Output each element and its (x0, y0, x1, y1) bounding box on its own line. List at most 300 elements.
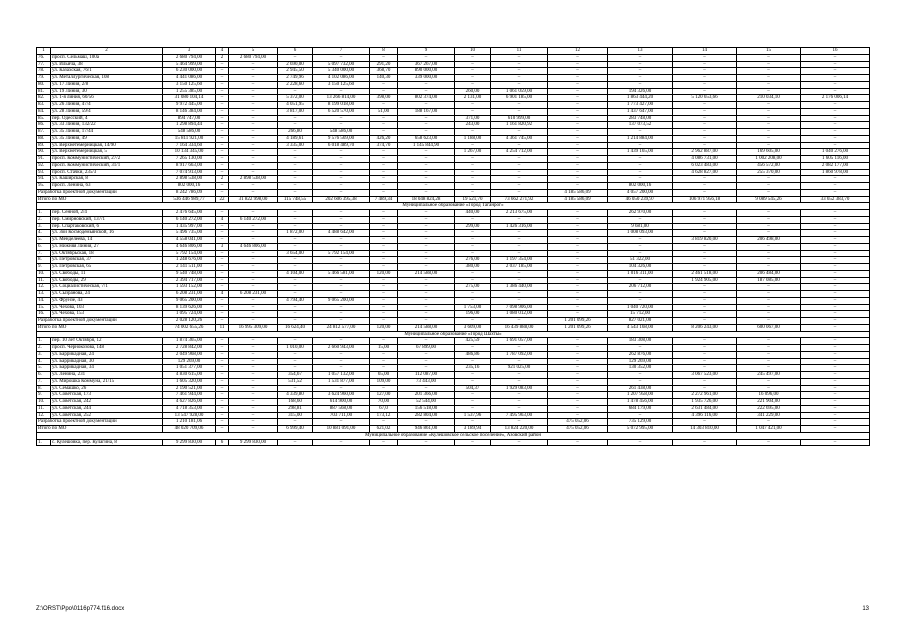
table-cell: – (801, 270, 870, 277)
table-cell: – (801, 250, 870, 257)
table-cell: – (370, 169, 398, 176)
table-cell: 8. (37, 257, 51, 264)
table-cell: – (673, 81, 737, 88)
table-cell: – (278, 115, 313, 122)
table-cell: 221 904,00 (737, 399, 801, 406)
table-cell: – (455, 237, 491, 244)
table-cell: – (801, 264, 870, 271)
table-cell: – (278, 419, 313, 426)
table-cell: 4 361 745,00 (491, 135, 548, 142)
table-cell: – (737, 345, 801, 352)
table-cell: 1 860 978,00 (801, 169, 870, 176)
table-cell: – (455, 54, 491, 61)
table-cell: 276,00 (455, 257, 491, 264)
table-cell: ул. Зои Космодемьянской, 16 (51, 230, 163, 237)
table-cell: – (398, 162, 455, 169)
table-cell: – (313, 210, 370, 217)
table-cell: 8 139 626,00 (163, 304, 216, 311)
table-cell: 1 298 894,44 (163, 122, 216, 129)
table-cell: – (216, 223, 229, 230)
table-cell: 3 150 125,60 (313, 81, 370, 88)
table-cell: – (398, 210, 455, 217)
table-cell: – (229, 162, 278, 169)
table-cell: – (801, 277, 870, 284)
table-cell: 3 819 820,00 (673, 237, 737, 244)
table-cell: – (801, 291, 870, 298)
table-cell: ул. Октябрьская, 18 (51, 250, 163, 257)
table-cell: 368,70 (370, 68, 398, 75)
table-cell: – (229, 102, 278, 109)
summary-row (37, 196, 870, 203)
table-cell: ул. 35 Линия, 49 (51, 135, 163, 142)
table-cell: 2 749,96 (278, 75, 313, 82)
table-cell: – (801, 284, 870, 291)
table-cell: – (491, 277, 548, 284)
table-row (37, 399, 870, 406)
table-cell: – (673, 223, 737, 230)
table-cell: ул. Свободы, 29 (51, 277, 163, 284)
table-cell: – (737, 129, 801, 136)
table-cell: – (216, 183, 229, 190)
table-cell: 194 326,00 (608, 88, 673, 95)
table-cell: – (455, 68, 491, 75)
table-cell: – (216, 257, 229, 264)
table-cell: – (229, 392, 278, 399)
header-cell: 3 (163, 48, 216, 55)
table-cell: – (801, 210, 870, 217)
table-cell: – (455, 405, 491, 412)
table-cell: – (491, 439, 548, 446)
table-cell: ул. Верхнетемерницкая, 14/90 (51, 142, 163, 149)
table-cell: 1. (37, 210, 51, 217)
table-cell: – (370, 297, 398, 304)
table-cell: – (548, 284, 608, 291)
table-row (37, 102, 870, 109)
table-cell: – (229, 311, 278, 318)
table-cell: 291,20 (370, 61, 398, 68)
table-cell: 8 206 243,00 (673, 324, 737, 331)
table-cell: – (216, 358, 229, 365)
table-cell: 7 461 944,00 (163, 392, 216, 399)
table-cell: – (216, 149, 229, 156)
table-row (37, 223, 870, 230)
table-cell: – (313, 311, 370, 318)
table-cell: – (548, 412, 608, 419)
table-cell: – (737, 297, 801, 304)
table-cell: – (548, 142, 608, 149)
table-cell: – (737, 419, 801, 426)
table-cell: 3 067 523,00 (673, 372, 737, 379)
table-cell: – (491, 81, 548, 88)
table-cell: – (548, 257, 608, 264)
table-cell: Итого по МО (37, 324, 163, 331)
table-cell: – (229, 372, 278, 379)
table-cell: – (229, 297, 278, 304)
table-cell: – (673, 176, 737, 183)
table-row (37, 297, 870, 304)
table-cell: 33 652 383,70 (801, 196, 870, 203)
table-row (37, 372, 870, 379)
table-cell: 104 326,00 (608, 264, 673, 271)
table-cell: 266,80 (278, 129, 313, 136)
table-cell: 183 308,00 (608, 338, 673, 345)
table-cell: 201 366,00 (398, 392, 455, 399)
table-cell: – (398, 54, 455, 61)
table-cell: 52 544,00 (398, 399, 455, 406)
table-cell: – (673, 378, 737, 385)
table-cell: – (398, 88, 455, 95)
table-cell: 187 085,00 (737, 277, 801, 284)
table-cell: – (278, 365, 313, 372)
table-cell: – (370, 419, 398, 426)
table-cell: 4 185 586,09 (548, 196, 608, 203)
table-cell: ул. 19 Линия, 30 (51, 88, 163, 95)
table-cell: 1 040 720,00 (608, 304, 673, 311)
table-cell: просп. Коммунистический, 27/2 (51, 156, 163, 163)
table-cell: 77. (37, 61, 51, 68)
table-cell: – (216, 392, 229, 399)
table-cell: – (398, 189, 455, 196)
table-cell: – (278, 156, 313, 163)
table-cell: – (398, 216, 455, 223)
table-cell: – (548, 54, 608, 61)
table-cell: 13 824 220,00 (491, 426, 548, 433)
table-cell: – (548, 61, 608, 68)
table-cell: ул. 28 Линия, 59/4 (51, 108, 163, 115)
table-cell: 2 945,50 (278, 68, 313, 75)
table-row (37, 115, 870, 122)
table-cell: – (229, 210, 278, 217)
section-title: Муниципальное образование «Город Шахты» (37, 331, 870, 338)
table-cell: 5. (37, 365, 51, 372)
table-cell: – (229, 250, 278, 257)
table-row (37, 392, 870, 399)
table-row (37, 237, 870, 244)
table-cell: 8 242 786,09 (163, 189, 216, 196)
table-cell: – (278, 223, 313, 230)
table-row (37, 75, 870, 82)
table-cell: 339 000,00 (398, 75, 455, 82)
table-cell: – (801, 176, 870, 183)
table-cell: – (608, 75, 673, 82)
table-cell: 6. (37, 243, 51, 250)
header-cell: 15 (737, 48, 801, 55)
table-cell: – (673, 338, 737, 345)
table-cell: ул. Верхнетемерницкая, 5 (51, 149, 163, 156)
table-cell: – (313, 284, 370, 291)
table-cell: – (229, 304, 278, 311)
table-cell: 2 962 887,00 (673, 149, 737, 156)
table-cell: – (737, 318, 801, 325)
table-cell: – (455, 61, 491, 68)
table-cell: – (216, 230, 229, 237)
table-cell: 3 654,00 (278, 250, 313, 257)
table-row (37, 365, 870, 372)
table-cell: – (278, 338, 313, 345)
table-cell: – (548, 345, 608, 352)
table-cell: 1 924 905,00 (673, 277, 737, 284)
table-cell: пер. Спартаковский, 6 (51, 223, 163, 230)
table-cell: 2 680 794,00 (229, 54, 278, 61)
table-cell: – (398, 338, 455, 345)
table-cell: – (673, 311, 737, 318)
table-cell: – (278, 284, 313, 291)
table-cell: – (398, 311, 455, 318)
table-cell: 1 040 276,00 (801, 149, 870, 156)
table-cell: – (229, 95, 278, 102)
table-cell: 610 999,00 (491, 115, 548, 122)
table-cell: – (398, 156, 455, 163)
table-cell: – (737, 115, 801, 122)
table-cell: пер. Сенной, 2/4 (51, 210, 163, 217)
table-cell: – (229, 277, 278, 284)
table-cell: 19 521,70 (455, 196, 491, 203)
data-table (36, 47, 870, 446)
table-cell: ул. Советская, 242 (51, 399, 163, 406)
table-cell: 9. (37, 392, 51, 399)
table-cell: ул. Советская, 252 (51, 412, 163, 419)
table-cell: – (313, 385, 370, 392)
table-cell: – (216, 129, 229, 136)
table-cell: 9 972 445,00 (163, 102, 216, 109)
table-cell: 4 057 200,00 (608, 189, 673, 196)
table-cell: 2 141 511,00 (163, 264, 216, 271)
table-cell: 4. (37, 358, 51, 365)
table-cell: 18 048 824,28 (398, 196, 455, 203)
table-cell: 222 695,00 (737, 405, 801, 412)
table-cell: – (548, 439, 608, 446)
table-cell: – (278, 183, 313, 190)
table-cell: – (491, 54, 548, 61)
table-cell: 6 208 231,00 (163, 291, 216, 298)
table-cell: – (801, 115, 870, 122)
table-cell: – (313, 291, 370, 298)
table-cell: – (216, 156, 229, 163)
table-cell: – (229, 88, 278, 95)
table-cell: – (673, 345, 737, 352)
table-cell: – (548, 75, 608, 82)
table-cell: 1 531 877,00 (313, 378, 370, 385)
table-cell: 6 901 185,00 (491, 95, 548, 102)
table-cell: – (548, 338, 608, 345)
table-cell: – (673, 385, 737, 392)
table-cell: 536 446 989,77 (163, 196, 216, 203)
table-cell: 3 150 125,60 (163, 81, 216, 88)
table-cell: 887 568,00 (313, 405, 370, 412)
table-cell: 2 028 120,26 (163, 318, 216, 325)
table-cell: – (737, 439, 801, 446)
table-row (37, 129, 870, 136)
table-cell: 94. (37, 176, 51, 183)
table-cell: ул. Баррикадная, 24 (51, 351, 163, 358)
table-cell: – (398, 183, 455, 190)
table-cell: – (313, 54, 370, 61)
table-cell: – (608, 81, 673, 88)
summary-row (37, 324, 870, 331)
table-cell: 3. (37, 351, 51, 358)
table-row (37, 412, 870, 419)
table-cell: – (313, 237, 370, 244)
table-cell: – (398, 230, 455, 237)
table-cell: 7 074 913,00 (163, 169, 216, 176)
table-cell: – (398, 169, 455, 176)
table-cell: – (548, 250, 608, 257)
table-cell: 5 120 653,66 (673, 95, 737, 102)
table-cell: – (673, 68, 737, 75)
table-cell: – (370, 365, 398, 372)
table-cell: – (216, 270, 229, 277)
table-row (37, 108, 870, 115)
table-cell: 6 230 000,00 (163, 68, 216, 75)
table-cell: – (216, 277, 229, 284)
table-cell: – (398, 419, 455, 426)
table-cell: – (737, 68, 801, 75)
table-cell: 2 631 484,00 (673, 405, 737, 412)
table-cell: 1. (37, 338, 51, 345)
table-cell: – (229, 129, 278, 136)
table-cell: – (398, 318, 455, 325)
table-row (37, 61, 870, 68)
table-cell: – (278, 216, 313, 223)
table-cell: 196,00 (455, 311, 491, 318)
table-cell: просп. Стачки, 235/3 (51, 169, 163, 176)
table-cell: 67,0 (370, 405, 398, 412)
table-cell: 4 646 806,00 (229, 243, 278, 250)
table-cell: – (801, 257, 870, 264)
table-cell: 210 034,10 (737, 95, 801, 102)
table-cell: 1 255 385,00 (163, 88, 216, 95)
table-row (37, 257, 870, 264)
table-cell: – (548, 297, 608, 304)
table-cell: 283 748,00 (608, 115, 673, 122)
table-cell: – (278, 351, 313, 358)
table-cell: – (673, 216, 737, 223)
table-cell: 3 335,00 (278, 142, 313, 149)
table-row (37, 95, 870, 102)
table-cell: – (455, 378, 491, 385)
table-cell: – (548, 102, 608, 109)
table-cell: 74 002 655,26 (163, 324, 216, 331)
table-cell: – (673, 108, 737, 115)
table-cell: – (548, 169, 608, 176)
table-cell: 475 052,06 (548, 419, 608, 426)
header-cell: 7 (313, 48, 370, 55)
table-cell: – (608, 54, 673, 61)
table-cell: 1. (37, 439, 51, 446)
table-cell: – (801, 426, 870, 433)
table-cell: 70,00 (370, 399, 398, 406)
table-cell: ул. Семашко, 26 (51, 385, 163, 392)
table-cell: 275,00 (455, 284, 491, 291)
table-cell: – (278, 318, 313, 325)
table-cell: – (491, 108, 548, 115)
table-cell: – (491, 237, 548, 244)
table-cell: 80. (37, 81, 51, 88)
table-cell: – (370, 176, 398, 183)
table-cell: – (548, 210, 608, 217)
table-cell: 4 (216, 216, 229, 223)
table-cell: 5 792 154,00 (313, 250, 370, 257)
table-cell: 4 543 168,00 (608, 324, 673, 331)
table-cell: – (673, 75, 737, 82)
table-row (37, 135, 870, 142)
table-cell: – (216, 426, 229, 433)
header-cell: 13 (608, 48, 673, 55)
table-cell: ул. Фрунзе, 43 (51, 297, 163, 304)
table-cell: – (216, 135, 229, 142)
table-row (37, 88, 870, 95)
table-cell: 3 817,00 (278, 108, 313, 115)
table-cell: – (216, 108, 229, 115)
table-cell: – (216, 237, 229, 244)
table-cell: – (229, 149, 278, 156)
table-cell: – (608, 129, 673, 136)
table-cell: – (737, 176, 801, 183)
table-cell: 156 518,00 (398, 405, 455, 412)
table-cell: Разработка проектной документации (37, 318, 163, 325)
table-cell: 6 520 570,00 (313, 108, 370, 115)
table-cell: – (398, 176, 455, 183)
table-cell: – (548, 237, 608, 244)
table-cell: – (737, 230, 801, 237)
table-cell: – (548, 372, 608, 379)
table-row (37, 216, 870, 223)
table-cell: 2 176 006,14 (801, 95, 870, 102)
table-cell: 261 438,00 (608, 385, 673, 392)
table-cell: 1 010,00 (278, 345, 313, 352)
table-cell: – (548, 385, 608, 392)
table-cell: 298,81 (278, 405, 313, 412)
table-cell: – (398, 351, 455, 358)
table-cell: – (229, 169, 278, 176)
table-cell: – (229, 142, 278, 149)
table-cell: – (216, 81, 229, 88)
table-cell: – (801, 183, 870, 190)
table-cell: 425,59 (455, 338, 491, 345)
table-cell: – (491, 189, 548, 196)
table-cell: 13 547 928,00 (163, 412, 216, 419)
table-cell: – (608, 291, 673, 298)
table-cell: 1 386 440,00 (491, 284, 548, 291)
table-cell: – (491, 75, 548, 82)
table-cell: – (313, 243, 370, 250)
table-cell: 67 899,00 (398, 345, 455, 352)
table-cell: 4 646 806,00 (163, 243, 216, 250)
table-cell: – (548, 183, 608, 190)
table-cell: 11. (37, 277, 51, 284)
table-cell: – (737, 88, 801, 95)
table-cell: – (229, 405, 278, 412)
table-cell: 15 811 921,00 (163, 135, 216, 142)
table-cell: 16 995 309,00 (229, 324, 278, 331)
table-cell: – (491, 399, 548, 406)
table-cell: 7 265 130,00 (163, 156, 216, 163)
table-cell: 1 593 152,00 (163, 284, 216, 291)
table-cell: 802 000,16 (608, 183, 673, 190)
table-cell: 48 020 709,06 (163, 426, 216, 433)
table-cell: – (491, 345, 548, 352)
table-cell: – (313, 419, 370, 426)
table-cell: 299,00 (455, 223, 491, 230)
table-cell: 2 (216, 176, 229, 183)
table-cell: 5 792 154,00 (163, 250, 216, 257)
table-cell: – (673, 142, 737, 149)
table-cell: – (455, 162, 491, 169)
table-cell: – (801, 75, 870, 82)
table-cell: – (313, 257, 370, 264)
table-cell: 4 830 615,00 (163, 372, 216, 379)
table-cell: 13. (37, 291, 51, 298)
